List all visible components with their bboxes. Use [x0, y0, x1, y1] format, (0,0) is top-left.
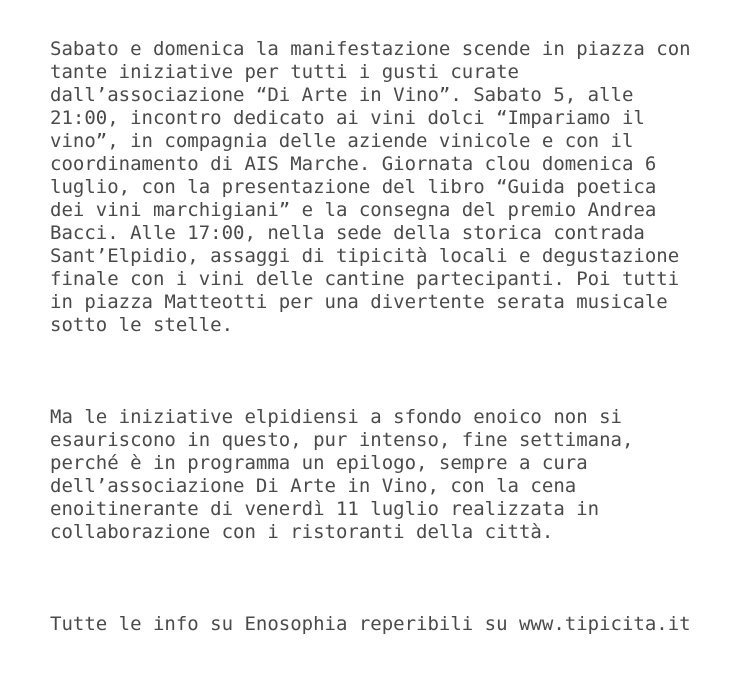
paragraph-event-weekend: Sabato e domenica la manifestazione scende in piazza con tante iniziative per tutti i gusti curate dall’associazione “Di Arte in Vino”. Sabato 5, alle 21:00, incontro dedicato ai vini dolci “Impariamo il vino”, in compagnia delle aziende vinicole e con il coordinamento di AIS Marche. Giornata clou domenica 6 luglio, con la presentazione del libro “Guida poetica dei vini marchigiani” e la consegna del premio Andrea Bacci. Alle 17:00, nella sede della storica contrada Sant’Elpidio, assaggi di tipicità locali e degustazione finale con i vini delle cantine partecipanti. Poi tutti in piazza Matteotti per una divertente serata musicale sotto le stelle. — [50, 38, 691, 336]
document-body — [50, 38, 720, 636]
paragraph-dinner-epilogue: Ma le iniziative elpidiensi a sfondo enoico non si esauriscono in questo, pur intenso, fine settimana, perché è in programma un epilogo, sempre a cura dell’associazione Di Arte in Vino, con la cena enoitinerante di venerdì 11 luglio realizzata in collaborazione con i ristoranti della città. — [50, 406, 634, 543]
paragraph-info-link: Tutte le info su Enosophia reperibili su www.tipicita.it — [50, 613, 691, 635]
